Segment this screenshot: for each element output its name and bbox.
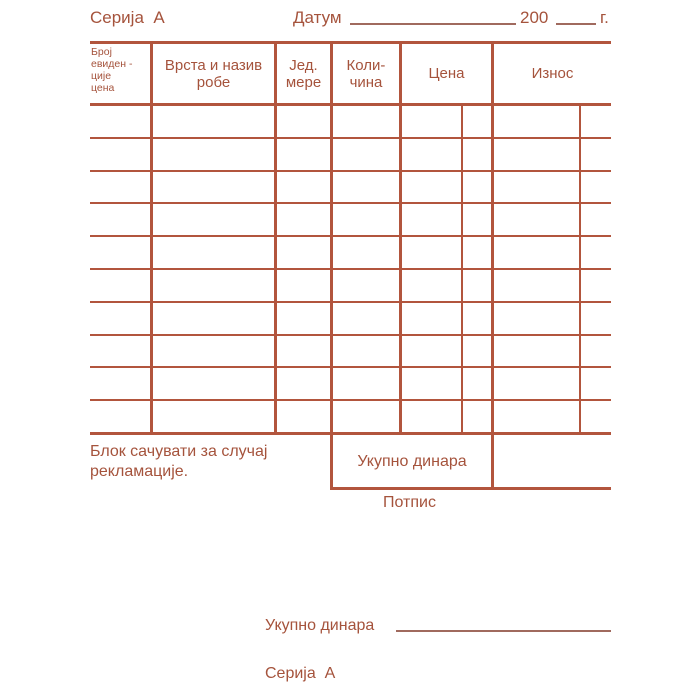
retain-note-line: Блок сачувати за случај xyxy=(90,443,268,460)
header-text: цена xyxy=(91,82,115,94)
col-divider xyxy=(491,42,494,489)
total-box-bottom-rule xyxy=(330,487,611,490)
header-record-number xyxy=(91,46,149,94)
signature-label: Потпис xyxy=(383,494,436,511)
row-rule xyxy=(90,137,611,139)
header-text: мере xyxy=(285,73,322,91)
col-divider xyxy=(330,42,333,489)
header-text: Износ xyxy=(531,65,574,82)
header-bottom-rule xyxy=(90,103,611,106)
header-unit xyxy=(277,44,330,103)
row-rule xyxy=(90,366,611,368)
year-prefix: 200 xyxy=(520,8,549,27)
header-goods-name xyxy=(153,44,274,103)
series-label: Серија xyxy=(90,8,144,27)
header-text: робе xyxy=(196,73,231,91)
amount-subdivider xyxy=(579,105,581,433)
header-text: евиден - xyxy=(91,58,133,70)
stub-series xyxy=(265,665,335,683)
header-text: Коли- xyxy=(346,56,386,74)
stub-series-value: А xyxy=(324,665,336,682)
total-amount-field[interactable] xyxy=(494,435,611,487)
row-rule xyxy=(90,202,611,204)
header-text: ције xyxy=(91,70,112,82)
series-header xyxy=(90,8,165,28)
date-field[interactable] xyxy=(350,23,516,25)
stub-total-label: Укупно динара xyxy=(265,617,375,634)
header-text: чина xyxy=(349,73,383,91)
row-rule xyxy=(90,301,611,303)
retain-note-line: рекламације. xyxy=(90,463,189,480)
header-price xyxy=(402,44,491,103)
row-rule xyxy=(90,235,611,237)
retain-note xyxy=(90,442,267,482)
price-subdivider xyxy=(461,105,463,433)
row-rule xyxy=(90,268,611,270)
header-quantity xyxy=(333,44,399,103)
header-text: Врста и назив xyxy=(164,56,263,74)
header-text: Цена xyxy=(428,65,465,82)
series-value: А xyxy=(153,8,165,27)
stub-series-label: Серија xyxy=(265,665,316,682)
date-label: Датум xyxy=(293,8,342,27)
header-text: Јед. xyxy=(289,56,318,74)
header-text: Број xyxy=(91,46,112,58)
row-rule xyxy=(90,334,611,336)
year-suffix: г. xyxy=(600,8,609,27)
row-rule xyxy=(90,170,611,172)
stub-total-field[interactable] xyxy=(396,630,611,632)
header-amount xyxy=(494,44,611,103)
year-field[interactable] xyxy=(556,23,596,25)
row-rule xyxy=(90,399,611,401)
total-label: Укупно динара xyxy=(357,452,467,470)
